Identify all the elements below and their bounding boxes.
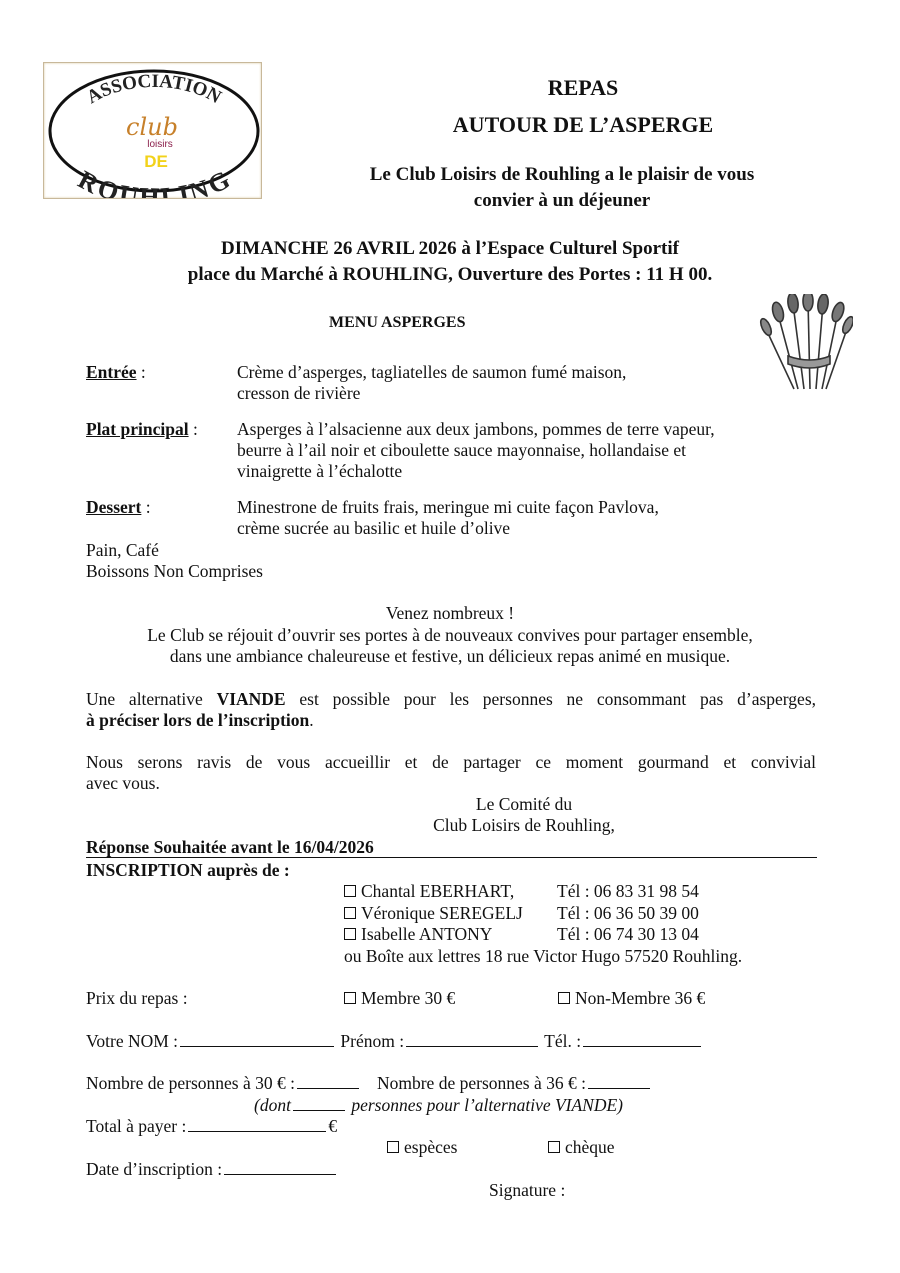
menu-extra: Boissons Non Comprises xyxy=(86,561,263,581)
contact-option[interactable]: Chantal EBERHART, xyxy=(344,880,514,902)
welcome-line: Venez nombreux ! xyxy=(385,603,515,623)
inscription-heading: INSCRIPTION auprès de : xyxy=(86,860,290,880)
price-label: Prix du repas : xyxy=(86,988,188,1008)
intro-line-2: convier à un déjeuner xyxy=(473,190,651,211)
meat-count-field[interactable] xyxy=(293,1095,345,1111)
entree-line: cresson de rivière xyxy=(237,383,361,403)
menu-heading: MENU ASPERGES xyxy=(329,314,466,331)
plat-line: vinaigrette à l’échalotte xyxy=(237,461,403,481)
svg-text:ASSOCIATION: ASSOCIATION xyxy=(83,70,225,109)
svg-text:club: club xyxy=(126,113,178,141)
total-field[interactable] xyxy=(188,1116,326,1132)
svg-text:loisirs: loisirs xyxy=(147,139,173,150)
cash-option[interactable]: espèces xyxy=(387,1136,457,1158)
entree-label: Entrée : xyxy=(86,362,146,382)
intro-line-1: Le Club Loisirs de Rouhling a le plaisir de vous xyxy=(369,164,755,185)
total-row: Total à payer : € xyxy=(86,1116,338,1136)
count-row: Nombre de personnes à 30 € : Nombre de personnes à 36 € : xyxy=(86,1072,652,1094)
date-row: Date d’inscription : xyxy=(86,1158,338,1180)
checkbox[interactable] xyxy=(558,992,570,1004)
meat-count-row: (dont personnes pour l’alternative VIANDE) xyxy=(254,1095,624,1115)
menu-extra: Pain, Café xyxy=(86,540,159,560)
alternative-line-2: à préciser lors de l’inscription. xyxy=(86,710,314,730)
cheque-option[interactable]: chèque xyxy=(548,1136,615,1158)
signoff-line: Club Loisirs de Rouhling, xyxy=(433,815,615,835)
checkbox[interactable] xyxy=(344,907,356,919)
response-deadline: Réponse Souhaitée avant le 16/04/2026 xyxy=(86,837,374,857)
checkbox[interactable] xyxy=(387,1141,399,1153)
checkbox[interactable] xyxy=(344,992,356,1004)
dessert-line: crème sucrée au basilic et huile d’olive xyxy=(237,518,511,538)
closing-line-2: avec vous. xyxy=(86,773,160,793)
count-30-field[interactable] xyxy=(297,1073,359,1089)
count-36-field[interactable] xyxy=(588,1073,650,1089)
alternative-line-1: Une alternative VIANDE est possible pour les personnes ne consommant pas d’asperges, xyxy=(86,689,817,709)
entree-line: Crème d’asperges, tagliatelles de saumon fumé maison, xyxy=(237,362,627,382)
svg-text:DE: DE xyxy=(144,152,168,171)
welcome-line: Le Club se réjouit d’ouvrir ses portes à de nouveaux convives pour partager ensemble, xyxy=(147,625,753,645)
contact-phone: Tél : 06 83 31 98 54 xyxy=(557,881,699,901)
nom-field[interactable] xyxy=(180,1031,334,1047)
checkbox[interactable] xyxy=(344,928,356,940)
dessert-label: Dessert : xyxy=(86,497,151,517)
title-line-1: REPAS xyxy=(547,75,619,100)
mailbox-address: ou Boîte aux lettres 18 rue Victor Hugo 57520 Rouhling. xyxy=(344,946,743,966)
contact-option[interactable]: Isabelle ANTONY xyxy=(344,923,492,945)
prenom-field[interactable] xyxy=(406,1031,538,1047)
club-logo xyxy=(43,62,262,199)
tel-field[interactable] xyxy=(583,1031,701,1047)
contact-phone: Tél : 06 36 50 39 00 xyxy=(557,903,699,923)
contact-phone: Tél : 06 74 30 13 04 xyxy=(557,924,699,944)
name-row: Votre NOM : Prénom : Tél. : xyxy=(86,1030,703,1052)
nonmember-option[interactable]: Non-Membre 36 € xyxy=(558,987,705,1009)
closing-line-1: Nous serons ravis de vous accueillir et de partager ce moment gourmand et convivial xyxy=(86,752,816,772)
svg-text:ROUHLING: ROUHLING xyxy=(73,164,235,198)
date-field[interactable] xyxy=(224,1159,336,1175)
divider xyxy=(86,857,817,858)
contact-option[interactable]: Véronique SEREGELJ xyxy=(344,902,523,924)
event-line-1: DIMANCHE 26 AVRIL 2026 à l’Espace Culturel Sportif xyxy=(221,238,679,259)
asparagus-illustration xyxy=(758,294,853,399)
checkbox[interactable] xyxy=(548,1141,560,1153)
plat-label: Plat principal : xyxy=(86,419,198,439)
member-option[interactable]: Membre 30 € xyxy=(344,987,455,1009)
checkbox[interactable] xyxy=(344,885,356,897)
plat-line: Asperges à l’alsacienne aux deux jambons, pommes de terre vapeur, xyxy=(237,419,715,439)
title-line-2: AUTOUR DE L’ASPERGE xyxy=(452,112,714,137)
plat-line: beurre à l’ail noir et ciboulette sauce mayonnaise, hollandaise et xyxy=(237,440,686,460)
dessert-line: Minestrone de fruits frais, meringue mi cuite façon Pavlova, xyxy=(237,497,659,517)
signoff-line: Le Comité du xyxy=(475,794,573,814)
event-line-2: place du Marché à ROUHLING, Ouverture des Portes : 11 H 00. xyxy=(187,264,713,285)
signature-label: Signature : xyxy=(489,1180,566,1200)
welcome-line: dans une ambiance chaleureuse et festive, un délicieux repas animé en musique. xyxy=(169,646,731,666)
